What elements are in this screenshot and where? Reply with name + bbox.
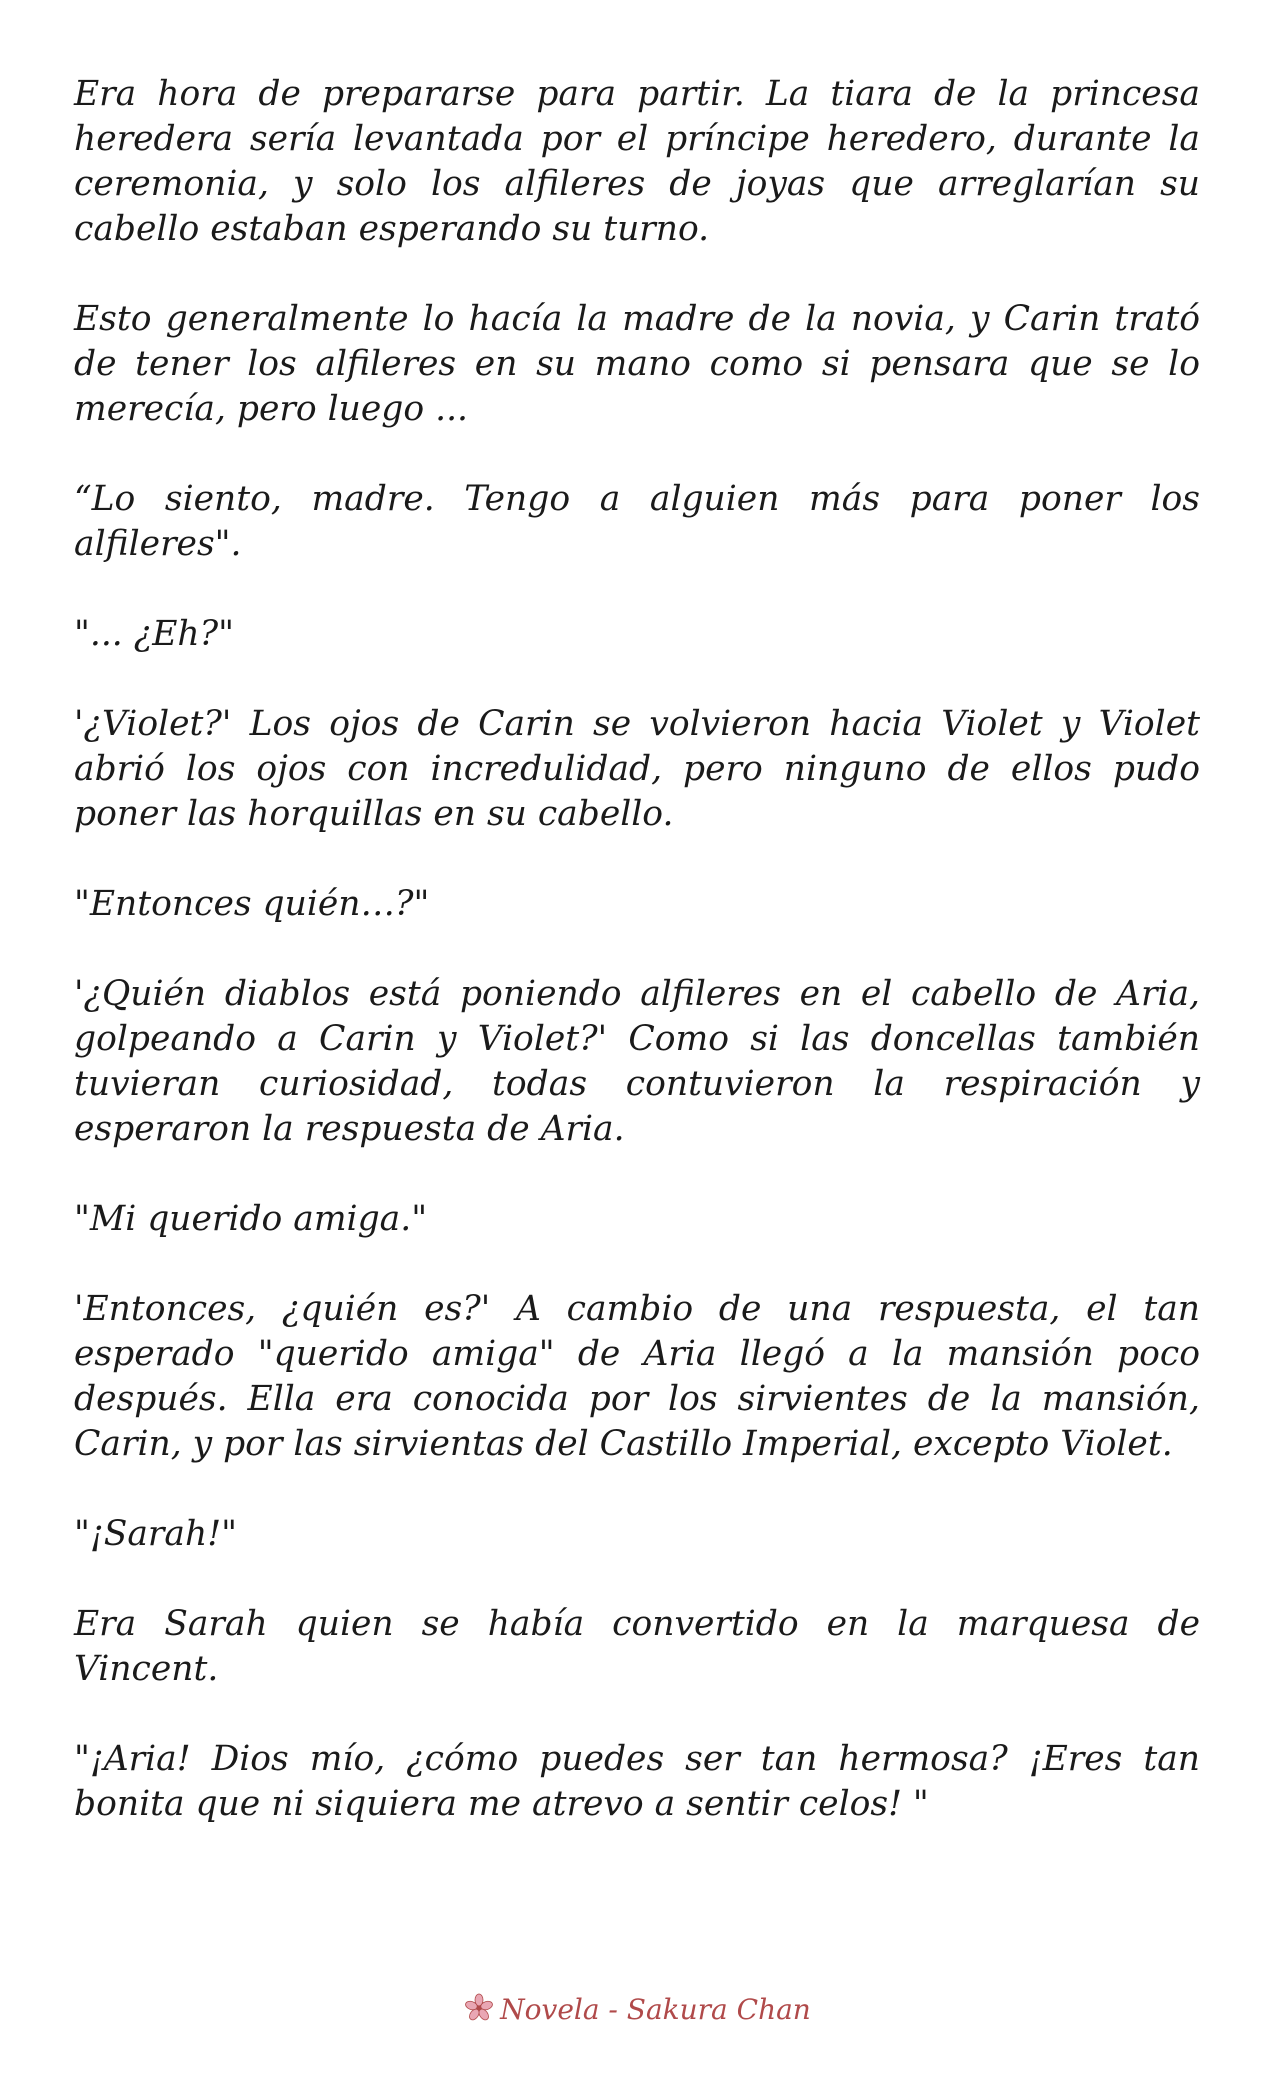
paragraph: Era hora de prepararse para partir. La tiara de la princesa heredera sería levantada por el príncipe heredero, durante la ceremonia, y solo los alfileres de joyas que arreglarían su cabello estaban esperando su turno. (74, 74, 1200, 249)
paragraph: "... ¿Eh?" (74, 614, 235, 654)
paragraph: '¿Quién diablos está poniendo alfileres en el cabello de Aria, golpeando a Carin y Violet?' Como si las doncellas también tuvieran curiosidad, todas contuvieron la respiración y esperaron la respuesta de Aria. (74, 974, 1200, 1149)
watermark-footer (0, 1990, 1275, 2030)
paragraph: “Lo siento, madre. Tengo a alguien más para poner los alfileres". (74, 479, 1200, 564)
paragraph: '¿Violet?' Los ojos de Carin se volvieron hacia Violet y Violet abrió los ojos con incredulidad, pero ninguno de ellos pudo poner las horquillas en su cabello. (74, 704, 1200, 834)
watermark-text: Novela - Sakura Chan (500, 1993, 811, 2026)
chapter-text (74, 72, 1200, 1872)
paragraph: "¡Sarah!" (74, 1514, 237, 1554)
sakura-flower-icon (464, 1993, 494, 2023)
paragraph: Era Sarah quien se había convertido en la marquesa de Vincent. (74, 1604, 1200, 1689)
paragraph: "Mi querido amiga." (74, 1199, 428, 1239)
paragraph: 'Entonces, ¿quién es?' A cambio de una respuesta, el tan esperado "querido amiga" de Aria llegó a la mansión poco después. Ella era conocida por los sirvientes de la mansión, Carin, y por las sirvientas del Castillo Imperial, excepto Violet. (74, 1289, 1200, 1464)
paragraph: "¡Aria! Dios mío, ¿cómo puedes ser tan hermosa? ¡Eres tan bonita que ni siquiera me atrevo a sentir celos! " (74, 1739, 1200, 1824)
paragraph: "Entonces quién…?" (74, 884, 430, 924)
paragraph: Esto generalmente lo hacía la madre de la novia, y Carin trató de tener los alfileres en su mano como si pensara que se lo merecía, pero luego ... (74, 299, 1200, 429)
